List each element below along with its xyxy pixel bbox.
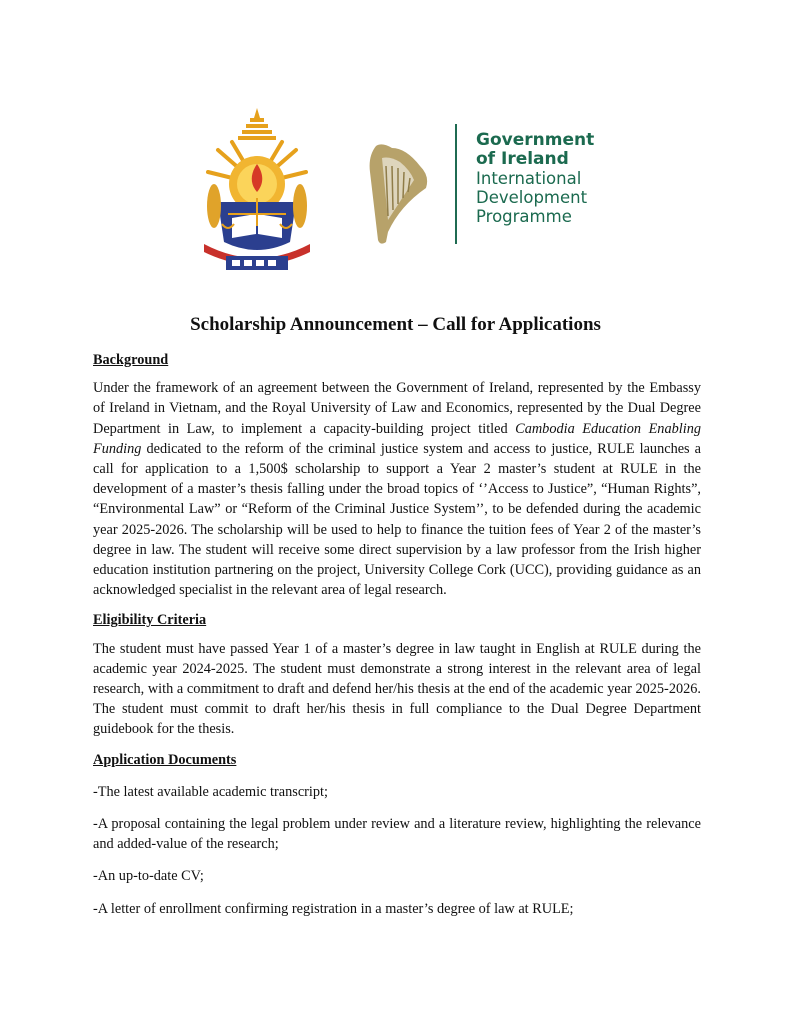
- document-item-proposal: -A proposal containing the legal problem under review and a literature review, highlighting the relevance and added-value of the research;: [93, 816, 701, 853]
- logo-divider: [455, 124, 457, 244]
- documents-heading: Application Documents: [93, 751, 237, 768]
- rule-crest-logo: [198, 106, 316, 276]
- eligibility-paragraph: The student must have passed Year 1 of a master’s degree in law taught in English at RULE during the academic year 2024-2025. The student must demonstrate a strong interest in the relevant area of legal research, with a commitment to draft and defend her/his thesis at the end of the academic year 2025-2026. The student must commit to draft her/his thesis in full compliance to the Dual Degree Department guidebook for the thesis.: [93, 640, 701, 738]
- eligibility-heading: Eligibility Criteria: [93, 612, 207, 629]
- irish-harp-logo: [366, 136, 430, 248]
- background-text-end: dedicated to the reform of the criminal justice system and access to justice, RULE launches a call for application to a 1,500$ scholarship to support a Year 2 master’s student at RULE in the development of a master’s thesis falling under the broad topics of ‘’Access to Justice”, “Human Rights”, “Environmental Law” or “Reform of the Criminal Justice System’’, to be defended during the academic year 2025-2026. The scholarship will be used to help to finance the tuition fees of Year 2 of the master’s degree in law. The student will receive some direct supervision by a law professor from the Irish higher education institution partnering on the project, University College Cork (UCC), providing guidance as an acknowledged specialist in the relevant area of legal research.: [93, 440, 701, 599]
- background-text-start: Under the framework of an agreement between the Government of Ireland, represented by the Embassy of Ireland in Vietnam, and the Royal University of Law and Economics, represented by the Dual Degree Department in Law, to implement a capacity-building project titled: [93, 380, 701, 437]
- project-title-italic: Cambodia Education Enabling Funding: [93, 420, 701, 457]
- document-item-transcript: -The latest available academic transcript;: [93, 783, 328, 800]
- document-body: [93, 350, 701, 931]
- background-paragraph: [93, 378, 701, 600]
- irish-aid-wordmark: [476, 131, 636, 226]
- wordmark-line-international: International: [476, 169, 582, 188]
- document-title: Scholarship Announcement – Call for Applications: [190, 314, 601, 335]
- logo-header: [198, 106, 618, 276]
- wordmark-line-development: Development: [476, 188, 588, 207]
- wordmark-line-of-ireland: of Ireland: [476, 149, 569, 169]
- document-item-enrollment-letter: -A letter of enrollment confirming registration in a master’s degree of law at RULE;: [93, 900, 574, 917]
- wordmark-line-government: Government: [476, 130, 595, 150]
- document-item-cv: -An up-to-date CV;: [93, 868, 204, 885]
- wordmark-line-programme: Programme: [476, 207, 572, 226]
- background-heading: Background: [93, 352, 169, 368]
